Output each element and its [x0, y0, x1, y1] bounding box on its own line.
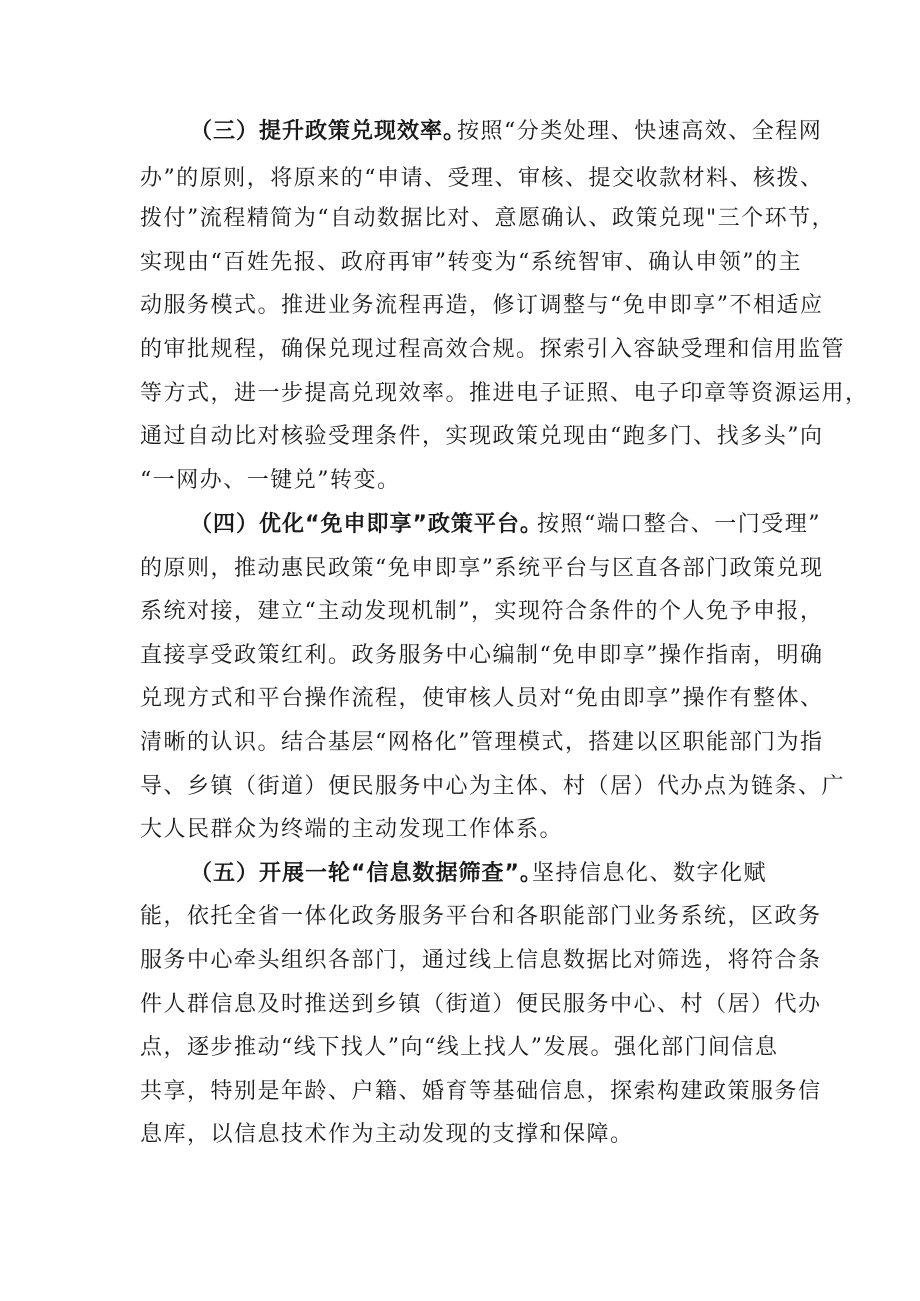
section-3-line-5: 动服务模式。推进业务流程再造，修订调整与“免申即享”不相适应: [140, 293, 824, 318]
section-5-line-3: 服务中心牵头组织各部门，通过线上信息数据比对筛选，将符合条: [140, 948, 822, 973]
section-5-line-6: 共享，特别是年龄、户籍、婚育等基础信息，探索构建政策服务信: [140, 1079, 822, 1104]
section-3-line-9: “一网办、一键兑”转变。: [140, 468, 401, 493]
section-5-line-4: 件人群信息及时推送到乡镇（街道）便民服务中心、村（居）代办: [140, 992, 822, 1017]
section-5-line-2: 能，依托全省一体化政务服务平台和各职能部门业务系统，区政务: [140, 904, 822, 929]
section-4-line-5: 兑现方式和平台操作流程，使审核人员对“免由即享”操作有整体、: [140, 686, 824, 711]
section-5-line-1: 坚持信息化、数字化赋: [532, 861, 768, 886]
section-3-line-8: 通过自动比对核验受理条件，实现政策兑现由“跑多门、找多头”向: [140, 424, 824, 449]
section-3-line-2: 办”的原则，将原来的“申请、受理、审核、提交收款材料、核拨、: [140, 166, 824, 191]
section-3-heading: （三）提升政策兑现效率。: [190, 119, 467, 144]
section-4-line-4: 直接享受政策红利。政务服务中心编制“免申即享”操作指南，明确: [140, 643, 824, 668]
section-4-line-3: 系统对接，建立“主动发现机制”，实现符合条件的个人免予申报，: [140, 599, 824, 624]
section-3-line-4: 实现由“百姓先报、政府再审”转变为“系统智审、确认申领”的主: [140, 250, 802, 275]
section-5-line-5: 点，逐步推动“线下找人”向“线上找人”发展。强化部门间信息: [140, 1035, 779, 1060]
section-3-line-3: 拨付”流程精简为“自动数据比对、意愿确认、政策兑现"三个环节，: [140, 206, 836, 231]
section-4-line-8: 大人民群众为终端的主动发现工作体系。: [140, 817, 564, 842]
section-4-line-2: 的原则，推动惠民政策“免申即享”系统平台与区直各部门政策兑现: [140, 556, 824, 581]
section-4-line-6: 清晰的认识。结合基层“网格化”管理模式，搭建以区职能部门为指: [140, 730, 824, 755]
section-4-line-7: 导、乡镇（街道）便民服务中心为主体、村（居）代办点为链条、广: [140, 774, 846, 799]
section-5-line-7: 息库，以信息技术作为主动发现的支撑和保障。: [140, 1122, 634, 1147]
section-4-line-1: 按照“端口整合、一门受理”: [537, 512, 821, 537]
section-5-heading: （五）开展一轮“信息数据筛查”。: [190, 861, 543, 886]
section-3-line-7: 等方式，进一步提高兑现效率。推进电子证照、电子印章等资源运用，: [140, 381, 869, 406]
section-4-heading: （四）优化“免申即享”政策平台。: [190, 512, 543, 537]
section-3-line-1: 按照“分类处理、快速高效、全程网: [457, 119, 823, 144]
section-3-line-6: 的审批规程，确保兑现过程高效合规。探索引入容缺受理和信用监管: [140, 337, 846, 362]
